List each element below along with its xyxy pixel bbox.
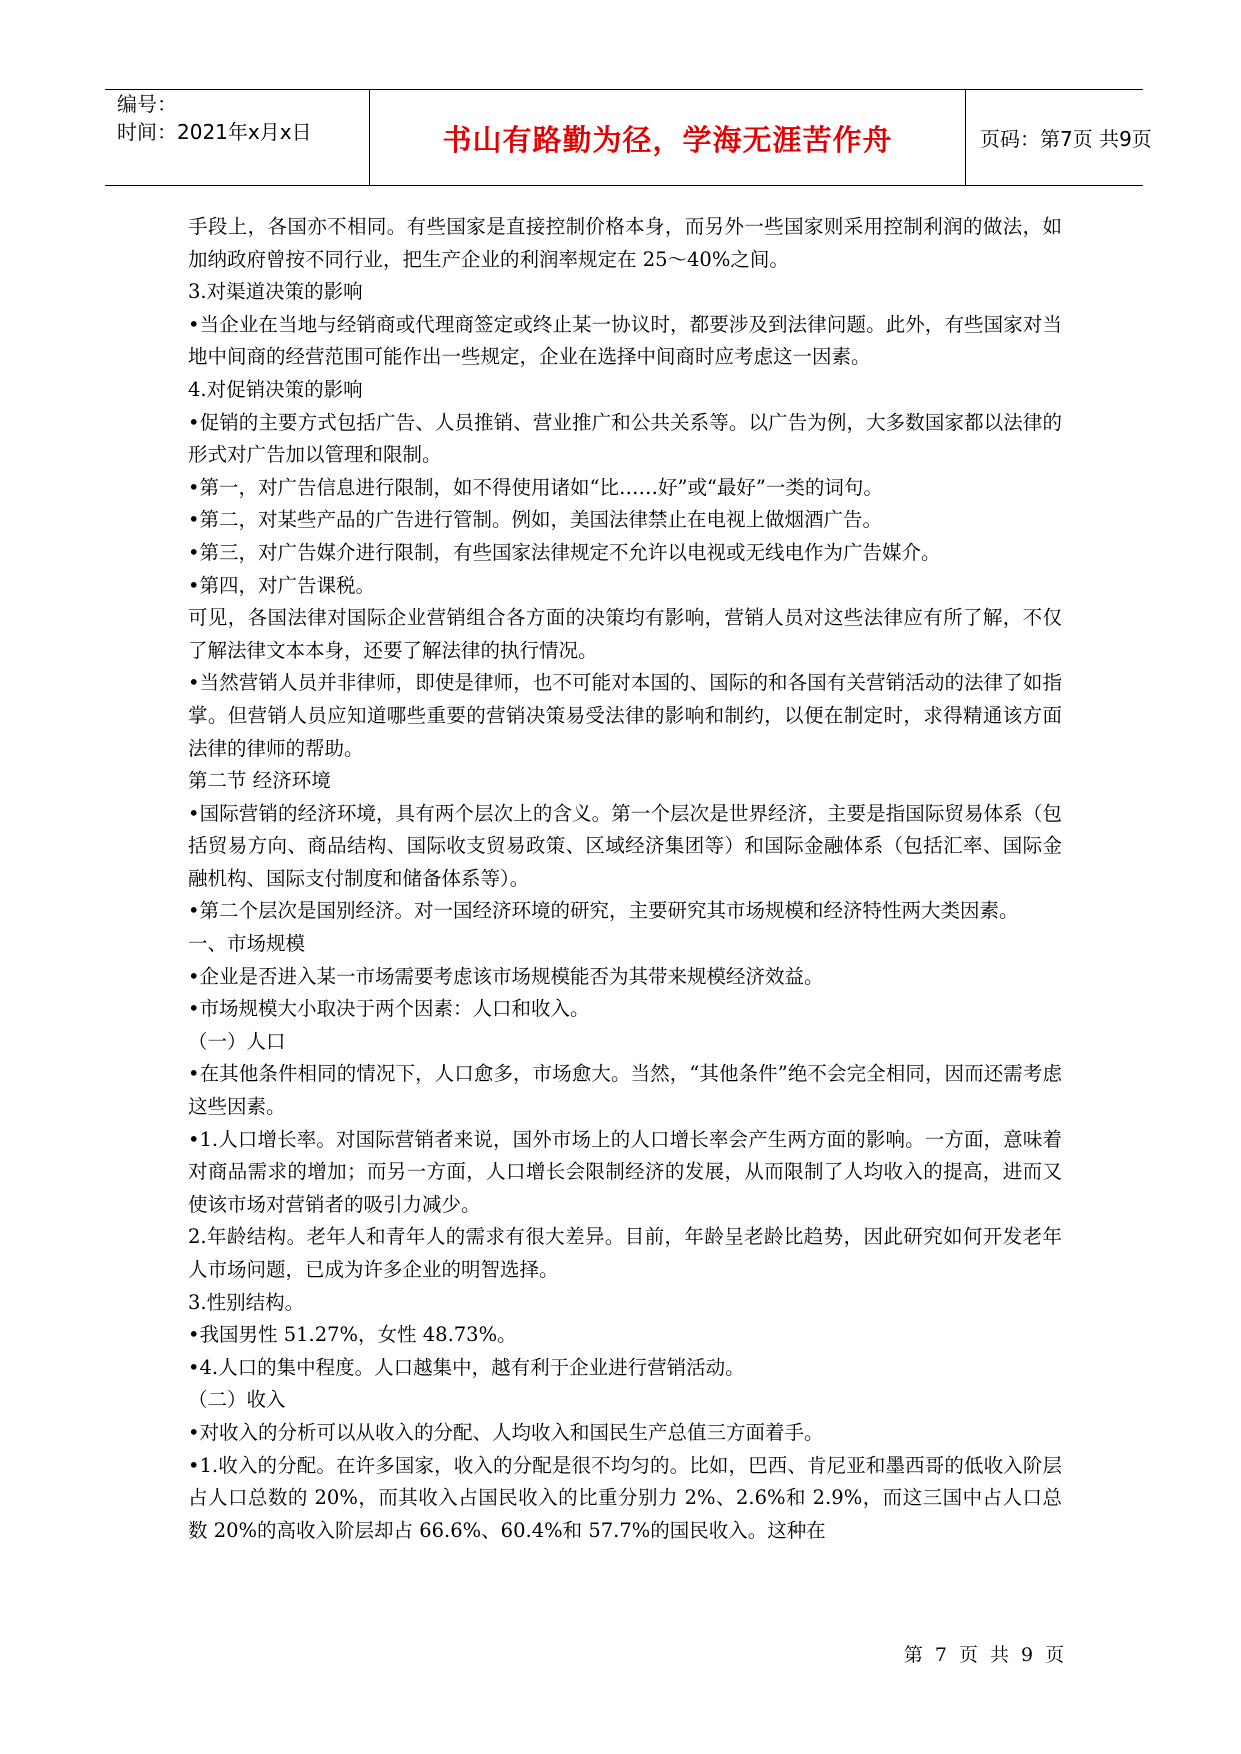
section-heading: 3.性别结构。 <box>188 1290 305 1314</box>
subsection-heading: （一）人口 <box>188 1029 286 1053</box>
paragraph: •1.人口增长率。对国际营销者来说，国外市场上的人口增长率会产生两方面的影响。一方面，意味着对商品需求的增加；而另一方面，人口增长会限制经济的发展，从而限制了人均收入的提高，进而又使该市场对营销者的吸引力减少。 <box>188 1127 1062 1216</box>
paragraph: 可见，各国法律对国际企业营销组合各方面的决策均有影响，营销人员对这些法律应有所了解，不仅了解法律文本本身，还要了解法律的执行情况。 <box>188 606 1062 662</box>
document-body <box>188 211 1062 1547</box>
paragraph: •1.收入的分配。在许多国家，收入的分配是很不均匀的。比如，巴西、肯尼亚和墨西哥的低收入阶层占人口总数的 20%，而其收入占国民收入的比重分别力 2%、2.6%和 2.9%，而这三国中占人口总数 20%的高收入阶层却占 66.6%、60.4%和 57.7%的国民收入。这种在 <box>188 1453 1062 1542</box>
paragraph: 2.年龄结构。老年人和青年人的需求有很大差异。目前，年龄呈老龄比趋势，因此研究如何开发老年人市场问题，已成为许多企业的明智选择。 <box>188 1225 1062 1281</box>
bullet-item: •对收入的分析可以从收入的分配、人均收入和国民生产总值三方面着手。 <box>188 1420 824 1444</box>
section-heading: 一、市场规模 <box>188 932 306 956</box>
header-info-cell <box>105 90 369 185</box>
paragraph: •当然营销人员并非律师，即使是律师，也不可能对本国的、国际的和各国有关营销活动的法律了如指掌。但营销人员应知道哪些重要的营销决策易受法律的影响和制约，以便在制定时，求得精通该方面法律的律师的帮助。 <box>188 671 1062 760</box>
page-footer <box>0 1640 1241 1667</box>
bullet-item: •我国男性 51.27%，女性 48.73%。 <box>188 1323 517 1347</box>
bullet-item: •市场规模大小取决于两个因素：人口和收入。 <box>188 997 590 1021</box>
paragraph: •第二个层次是国别经济。对一国经济环境的研究，主要研究其市场规模和经济特性两大类因素。 <box>188 899 1019 923</box>
paragraph: •促销的主要方式包括广告、人员推销、营业推广和公共关系等。以广告为例，大多数国家都以法律的形式对广告加以管理和限制。 <box>188 410 1062 467</box>
section-heading: 4.对促销决策的影响 <box>188 377 363 401</box>
header-page-cell <box>966 90 1152 185</box>
document-date-label: 时间：2021年x月x日 <box>117 120 312 144</box>
header-motto: 书山有路勤为径，学海无涯苦作舟 <box>442 123 893 157</box>
paragraph: •当企业在当地与经销商或代理商签定或终止某一协议时，都要涉及到法律问题。此外，有些国家对当地中间商的经营范围可能作出一些规定，企业在选择中间商时应考虑这一因素。 <box>188 312 1062 369</box>
page-header <box>105 89 1152 186</box>
section-heading: 第二节 经济环境 <box>188 769 331 793</box>
bullet-item: •企业是否进入某一市场需要考虑该市场规模能否为其带来规模经济效益。 <box>188 964 824 988</box>
section-heading: 3.对渠道决策的影响 <box>188 280 363 304</box>
paragraph: 手段上，各国亦不相同。有些国家是直接控制价格本身，而另外一些国家则采用控制利润的做法，如加纳政府曾按不同行业，把生产企业的利润率规定在 25～40%之间。 <box>188 215 1062 271</box>
footer-page-number: 第 7 页 共 9 页 <box>903 1644 1068 1666</box>
header-motto-cell <box>369 90 966 185</box>
bullet-item: •第三，对广告媒介进行限制，有些国家法律规定不允许以电视或无线电作为广告媒介。 <box>188 540 941 564</box>
bullet-item: •第四，对广告课税。 <box>188 573 376 597</box>
bullet-item: •第二，对某些产品的广告进行管制。例如，美国法律禁止在电视上做烟酒广告。 <box>188 508 883 532</box>
subsection-heading: （二）收入 <box>188 1388 286 1412</box>
header-page-code: 页码：第7页 共9页 <box>980 127 1152 151</box>
document-number-label: 编号： <box>117 92 177 116</box>
bullet-item: •4.人口的集中程度。人口越集中，越有利于企业进行营销活动。 <box>188 1355 745 1379</box>
paragraph: •国际营销的经济环境，具有两个层次上的含义。第一个层次是世界经济，主要是指国际贸易体系（包括贸易方向、商品结构、国际收支贸易政策、区域经济集团等）和国际金融体系（包括汇率、国际金融机构、国际支付制度和储备体系等）。 <box>188 801 1062 890</box>
bullet-item: •第一，对广告信息进行限制，如不得使用诸如“比……好”或“最好”一类的词句。 <box>188 475 883 499</box>
paragraph: •在其他条件相同的情况下，人口愈多，市场愈大。当然，“其他条件”绝不会完全相同，因而还需考虑这些因素。 <box>188 1062 1062 1119</box>
